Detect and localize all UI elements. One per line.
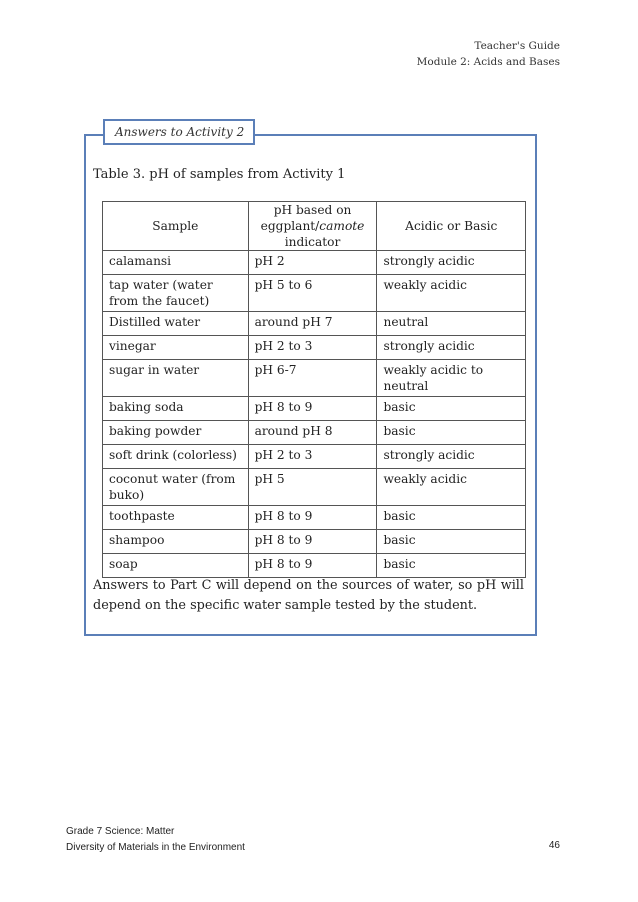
header-sample: Sample — [103, 202, 249, 251]
page-header — [417, 38, 560, 70]
table-row — [103, 530, 526, 554]
table-row — [103, 275, 526, 312]
cell-ph: pH 2 — [248, 251, 377, 275]
cell-sample: sugar in water — [103, 360, 249, 397]
header-module-title: Module 2: Acids and Bases — [416, 56, 560, 68]
table-row — [103, 445, 526, 469]
cell-ph: around pH 8 — [248, 421, 377, 445]
cell-nature: basic — [377, 530, 526, 554]
cell-sample: baking soda — [103, 397, 249, 421]
cell-nature: weakly acidic — [377, 275, 526, 312]
answers-tab-label: Answers to Activity 2 — [103, 119, 255, 145]
cell-sample: calamansi — [103, 251, 249, 275]
cell-nature: weakly acidic — [377, 469, 526, 506]
table-row — [103, 506, 526, 530]
header-ph-line1: pH based on — [273, 203, 352, 217]
cell-ph: pH 5 to 6 — [248, 275, 377, 312]
cell-ph: pH 8 to 9 — [248, 554, 377, 578]
cell-nature: weakly acidic to neutral — [377, 360, 526, 397]
cell-ph: pH 8 to 9 — [248, 530, 377, 554]
table-header-row — [103, 202, 526, 251]
cell-nature: strongly acidic — [377, 336, 526, 360]
footer-unit: Diversity of Materials in the Environment — [66, 842, 245, 853]
cell-nature: neutral — [377, 312, 526, 336]
ph-table — [102, 201, 526, 578]
footer-course: Grade 7 Science: Matter — [66, 826, 175, 837]
header-ph-line2a: eggplant/ — [260, 219, 320, 233]
cell-ph: pH 8 to 9 — [248, 506, 377, 530]
cell-ph: pH 5 — [248, 469, 377, 506]
cell-sample: shampoo — [103, 530, 249, 554]
cell-ph: pH 8 to 9 — [248, 397, 377, 421]
cell-sample: Distilled water — [103, 312, 249, 336]
cell-nature: strongly acidic — [377, 445, 526, 469]
table-caption: Table 3. pH of samples from Activity 1 — [93, 167, 346, 182]
cell-sample: toothpaste — [103, 506, 249, 530]
cell-nature: basic — [377, 397, 526, 421]
table-row — [103, 360, 526, 397]
cell-sample: vinegar — [103, 336, 249, 360]
cell-ph: around pH 7 — [248, 312, 377, 336]
cell-nature: basic — [377, 421, 526, 445]
table-row — [103, 421, 526, 445]
cell-sample: coconut water (from buko) — [103, 469, 249, 506]
cell-sample: tap water (water from the faucet) — [103, 275, 249, 312]
table-row — [103, 397, 526, 421]
cell-ph: pH 6-7 — [248, 360, 377, 397]
page-number: 46 — [548, 840, 560, 851]
header-ph — [248, 202, 377, 251]
part-c-note: Answers to Part C will depend on the sources of water, so pH will depend on the specific water sample tested by the student. — [93, 578, 524, 613]
table-row — [103, 554, 526, 578]
cell-ph: pH 2 to 3 — [248, 336, 377, 360]
cell-sample: baking powder — [103, 421, 249, 445]
header-ph-line2b: camote — [319, 219, 365, 233]
cell-nature: basic — [377, 554, 526, 578]
cell-sample: soft drink (colorless) — [103, 445, 249, 469]
cell-nature: strongly acidic — [377, 251, 526, 275]
cell-nature: basic — [377, 506, 526, 530]
header-guide-title: Teacher's Guide — [474, 40, 560, 52]
table-row — [103, 469, 526, 506]
cell-sample: soap — [103, 554, 249, 578]
header-acidic-basic: Acidic or Basic — [377, 202, 526, 251]
table-row — [103, 336, 526, 360]
page-footer — [66, 824, 245, 856]
table-row — [103, 312, 526, 336]
cell-ph: pH 2 to 3 — [248, 445, 377, 469]
header-ph-line3: indicator — [284, 235, 341, 249]
table-row — [103, 251, 526, 275]
